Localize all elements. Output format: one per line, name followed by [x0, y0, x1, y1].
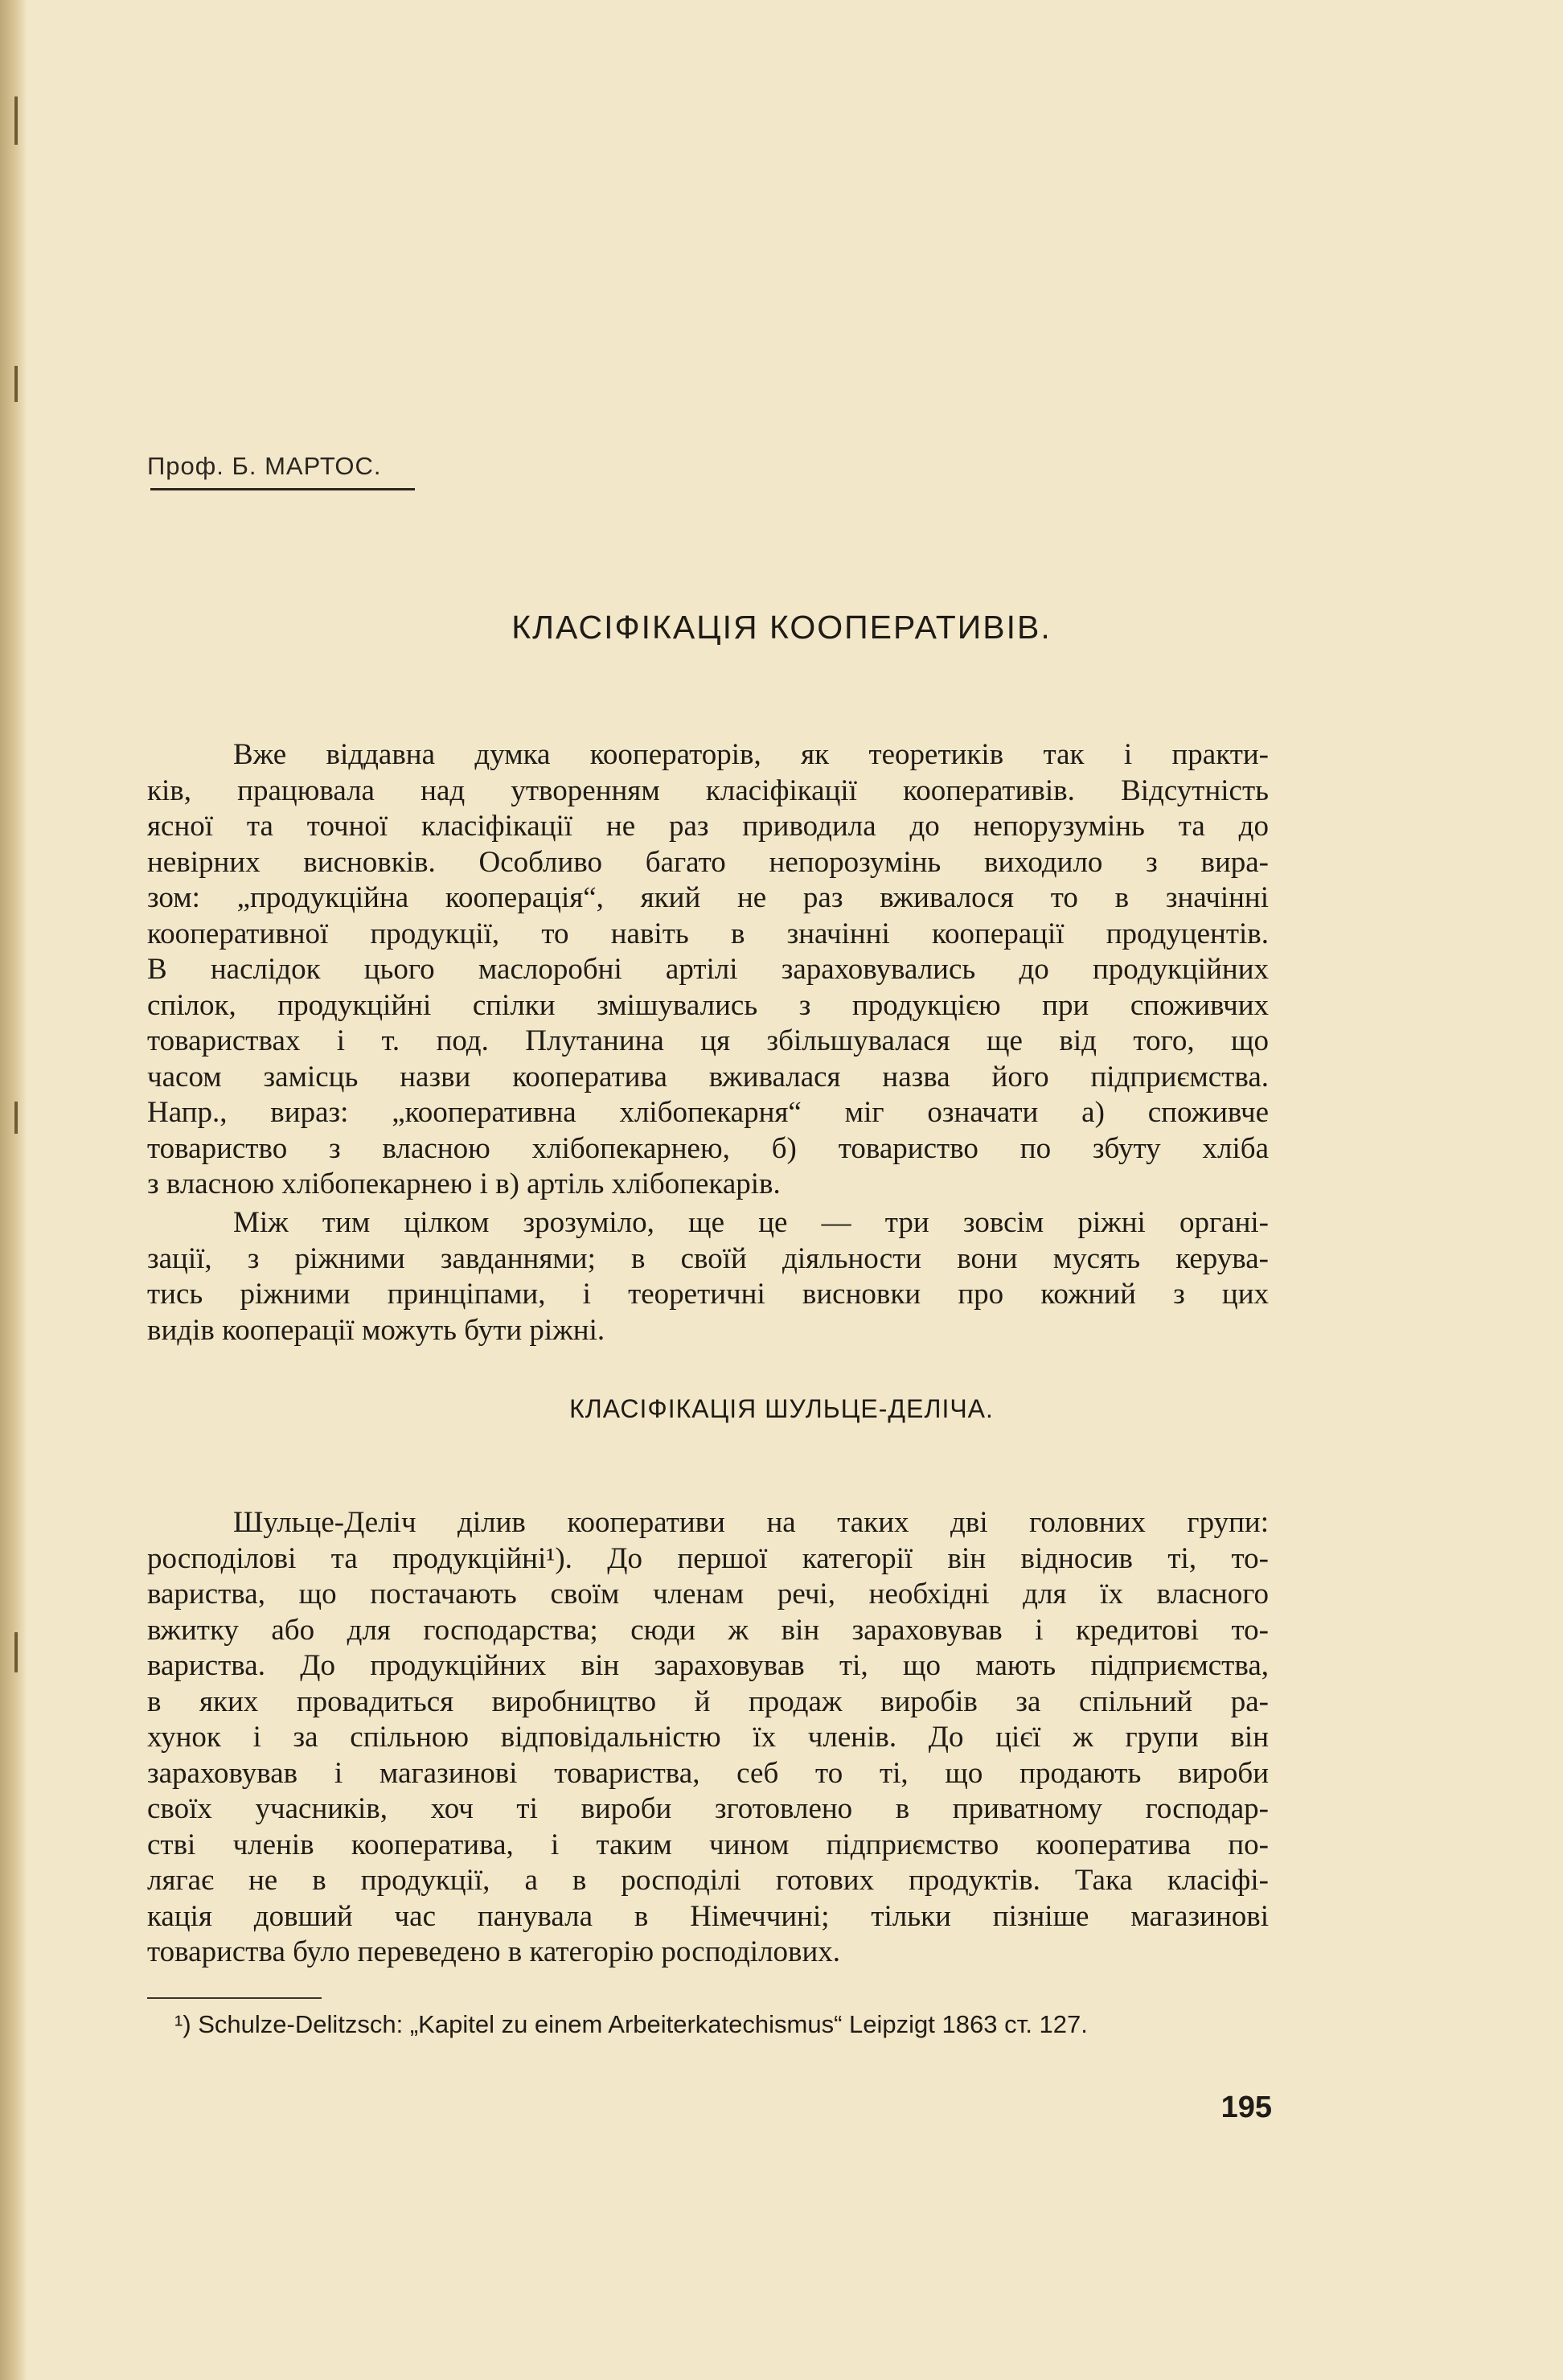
text-line: Шульце-Деліч ділив кооперативи на таких дві головних групи:	[233, 1506, 1269, 1539]
text-line: росподілові та продукційні¹). До першої категорії він відносив ті, то-	[147, 1541, 1269, 1575]
paragraph-2	[147, 1205, 1269, 1348]
edge-mark	[14, 96, 18, 145]
text-line: видів кооперації можуть бути ріжні.	[147, 1313, 605, 1347]
author-name: Проф. Б. МАРТОС.	[147, 452, 382, 480]
text-line: Вже віддавна думка кооператорів, як теоретиків так і практи-	[233, 738, 1269, 771]
page-gutter	[0, 0, 27, 2380]
text-line: товариство з власною хлібопекарнею, б) товариство по збуту хліба	[147, 1131, 1269, 1165]
text-line: в яких провадиться виробництво й продаж виробів за спільний ра-	[147, 1684, 1269, 1718]
text-line: стві членів кооператива, і таким чином підприємство кооператива по-	[147, 1828, 1269, 1861]
text-line: вариства, що постачають своїм членам речі, необхідні для їх власного	[147, 1578, 1269, 1611]
text-line: Між тим цілком зрозуміло, ще це — три зовсім ріжні органі-	[233, 1206, 1269, 1239]
text-line: кація довший час панувала в Німеччині; тільки пізніше магазинові	[147, 1899, 1269, 1933]
text-line: часом замісць назви кооператива вживалася назва його підприємства.	[147, 1060, 1269, 1094]
text-line: тись ріжними принціпами, і теоретичні висновки про кожний з цих	[147, 1278, 1269, 1311]
text-line: товариства було переведено в категорію росподілових.	[147, 1935, 841, 1968]
text-line: кооперативної продукції, то навіть в значінні кооперації продуцентів.	[147, 917, 1269, 950]
paragraph-1	[147, 737, 1269, 1203]
section-heading: КЛАСІФІКАЦІЯ ШУЛЬЦЕ-ДЕЛІЧА.	[569, 1394, 994, 1423]
text-line: Напр., вираз: „кооперативна хлібопекарня“ міг означати а) споживче	[147, 1096, 1269, 1129]
text-line: зараховував і магазинові товариства, себ то ті, що продають вироби	[147, 1756, 1269, 1790]
text-line: зом: „продукційна кооперація“, який не раз вживалося то в значінні	[147, 881, 1269, 914]
edge-mark	[14, 1102, 18, 1134]
page-number: 195	[1220, 2091, 1272, 2124]
text-line: В наслідок цього маслоробні артілі зараховувались до продукційних	[147, 953, 1269, 986]
article-title: КЛАСІФІКАЦІЯ КООПЕРАТИВІВ.	[511, 609, 1052, 646]
text-line: лягає не в продукції, а в росподілі готових продуктів. Така класіфі-	[147, 1864, 1269, 1897]
text-line: товариствах і т. под. Плутанина ця збільшувалася ще від того, що	[147, 1024, 1269, 1057]
text-line: спілок, продукційні спілки змішувались з продукцією при споживчих	[147, 988, 1269, 1022]
footnote-rule	[147, 1997, 322, 1999]
text-line: ків, працювала над утворенням класіфікації кооперативів. Відсутність	[147, 774, 1269, 807]
author-underline	[150, 488, 415, 490]
text-line: зації, з ріжними завданнями; в своїй діяльности вони мусять керува-	[147, 1241, 1269, 1275]
text-line: невірних висновків. Особливо багато непорозумінь виходило з вира-	[147, 845, 1269, 879]
text-line: з власною хлібопекарнею і в) артіль хлібопекарів.	[147, 1167, 781, 1200]
text-line: вжитку або для господарства; сюди ж він зараховував і кредитові то-	[147, 1613, 1269, 1647]
text-line: своїх учасників, хоч ті вироби зготовлено в приватному господар-	[147, 1792, 1269, 1825]
footnote: ¹) Schulze-Delitzsch: „Kapitel zu einem Arbeiterkatechismus“ Leipzigt 1863 ст. 127.	[174, 2010, 1088, 2038]
edge-mark	[14, 366, 18, 402]
paragraph-3	[147, 1505, 1269, 1971]
text-line: хунок і за спільною відповідальністю їх членів. До цієї ж групи він	[147, 1721, 1269, 1754]
text-line: вариства. До продукційних він зараховував ті, що мають підприємства,	[147, 1649, 1269, 1682]
text-line: ясної та точної класіфікації не раз приводила до непорузумінь та до	[147, 810, 1269, 843]
edge-mark	[14, 1632, 18, 1672]
